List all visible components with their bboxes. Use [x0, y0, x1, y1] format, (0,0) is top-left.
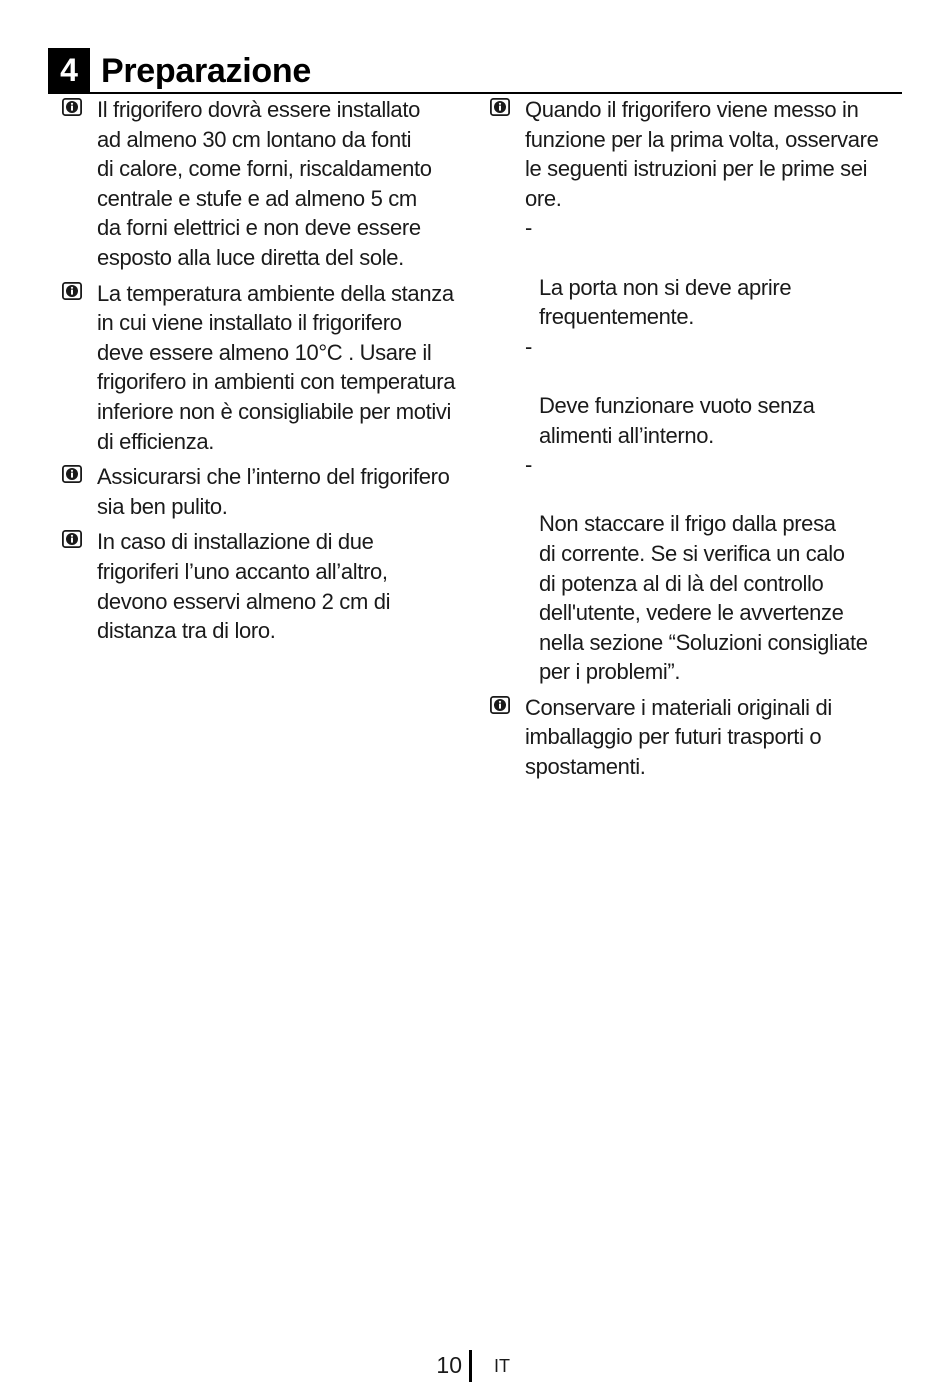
- note-text: Conservare i materiali originali di imballaggio per futuri trasporti o spostamenti.: [525, 694, 832, 780]
- sub-list-item: [525, 332, 902, 450]
- right-column: [490, 95, 902, 788]
- footer-divider: [469, 1350, 472, 1382]
- info-icon: [62, 98, 82, 116]
- language-code: IT: [494, 1356, 510, 1376]
- note-text: Il frigorifero dovrà essere installato ad almeno 30 cm lontano da fonti di calore, come forni, riscaldamento centrale e stufe e ad almeno 5 cm da forni elettrici e non deve essere esposto alla luce diretta del sole.: [97, 97, 432, 270]
- section-title: Preparazione: [101, 52, 311, 90]
- note-text: In caso di installazione di due frigoriferi l’uno accanto all’altro, devono esservi almeno 2 cm di distanza tra di loro.: [97, 529, 391, 644]
- left-column: [62, 95, 482, 652]
- sub-list-item-text: La porta non si deve aprire frequentemente.: [539, 274, 792, 330]
- dash-bullet: -: [525, 452, 532, 478]
- info-icon: [490, 98, 510, 116]
- info-icon: [62, 465, 82, 483]
- info-icon: [62, 282, 82, 300]
- note-text: Quando il frigorifero viene messo in funzione per la prima volta, osservare le seguenti istruzioni per le prime sei ore.: [525, 97, 879, 211]
- note-text: La temperatura ambiente della stanza in cui viene installato il frigorifero deve essere almeno 10°C . Usare il frigorifero in ambienti con temperatura inferiore non è consigliabile per motivi di efficienza.: [97, 280, 456, 454]
- note-item: [62, 95, 482, 273]
- sub-list-item-text: Non staccare il frigo dalla presa di corrente. Se si verifica un calo di potenza al di là del controllo dell'utente, vedere le avvertenze nella sezione “Soluzioni consigliate per i problemi”.: [539, 511, 868, 685]
- section-header: [48, 48, 902, 94]
- note-item: [490, 95, 902, 687]
- sub-list-item: [525, 450, 902, 687]
- page-number: 10: [436, 1352, 462, 1378]
- dash-bullet: -: [525, 215, 532, 241]
- info-icon: [62, 530, 82, 548]
- info-icon: [490, 696, 510, 714]
- page-footer: [0, 1350, 950, 1384]
- note-item: [62, 527, 482, 645]
- note-text: Assicurarsi che l’interno del frigorifero sia ben pulito.: [97, 464, 450, 519]
- note-item: [62, 462, 482, 521]
- section-number: 4: [48, 48, 90, 92]
- note-item: [62, 279, 482, 457]
- sub-list-item-text: Deve funzionare vuoto senza alimenti all’interno.: [539, 392, 815, 448]
- sub-list-item: [525, 213, 902, 331]
- dash-bullet: -: [525, 333, 532, 359]
- sub-list: [525, 213, 902, 687]
- note-item: [490, 693, 902, 782]
